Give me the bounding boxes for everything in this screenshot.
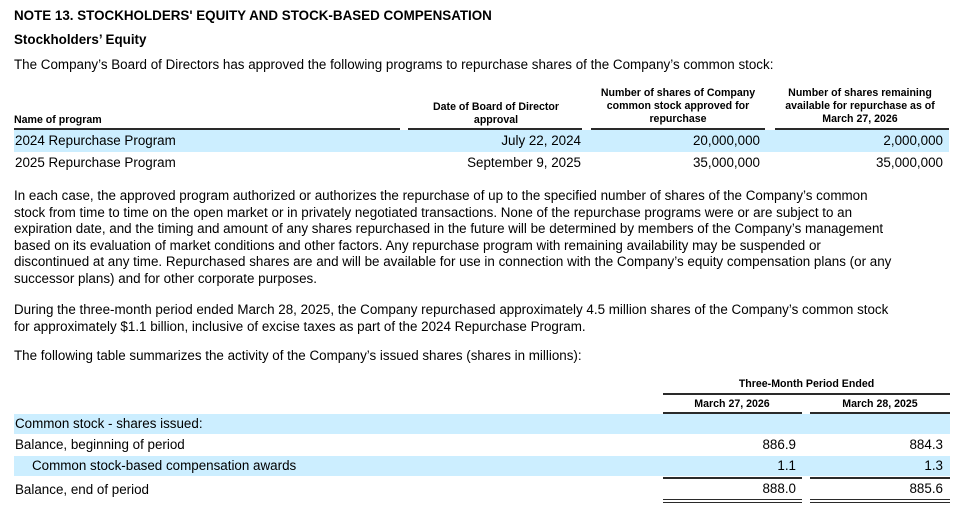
- header-shares-approved: Number of shares of Company common stock approved for repurchase: [600, 87, 756, 126]
- shares-table-intro: The following table summarizes the activity of the Company’s issued shares (shares in millions):: [14, 348, 582, 363]
- header-approval-date: Date of Board of Director approval: [433, 101, 559, 127]
- row-label: Balance, beginning of period: [15, 437, 185, 452]
- column-header-2025: March 28, 2025: [842, 398, 918, 410]
- shares-remaining: 2,000,000: [883, 133, 943, 148]
- repurchase-activity-paragraph: During the three-month period ended March 28, 2025, the Company repurchased approximately 4.5 million shares of the Company’s common stock for approximately $1.1 billion, inclusive of excise taxes as part of the 2024 Repurchase Program.: [14, 302, 889, 334]
- header-rule: [663, 393, 950, 395]
- program-name: 2025 Repurchase Program: [15, 155, 176, 170]
- total-double-rule: [663, 499, 802, 500]
- value-2025: 885.6: [909, 481, 943, 496]
- value-2026: 888.0: [762, 481, 796, 496]
- total-double-rule: [810, 499, 950, 500]
- row-label: Common stock - shares issued:: [15, 416, 203, 431]
- value-2026: 886.9: [762, 437, 796, 452]
- approval-date: September 9, 2025: [467, 155, 581, 170]
- value-2026: 1.1: [777, 458, 796, 473]
- row-label: Balance, end of period: [15, 482, 150, 497]
- approval-date: July 22, 2024: [501, 133, 581, 148]
- subtotal-rule: [663, 477, 802, 479]
- total-double-rule: [810, 502, 950, 503]
- header-shares-remaining: Number of shares remaining available for repurchase as of March 27, 2026: [785, 87, 935, 126]
- total-double-rule: [663, 502, 802, 503]
- shares-approved: 35,000,000: [692, 155, 760, 170]
- section-title: Stockholders’ Equity: [14, 32, 147, 47]
- column-header-2026: March 27, 2026: [694, 398, 770, 410]
- header-name-of-program: Name of program: [14, 114, 102, 126]
- intro-paragraph: The Company’s Board of Directors has approved the following programs to repurchase shares of the Company’s common stock:: [14, 57, 774, 72]
- value-2025: 1.3: [924, 458, 943, 473]
- value-2025: 884.3: [909, 437, 943, 452]
- repurchase-policy-paragraph: In each case, the approved program authorized or authorizes the repurchase of up to the specified number of shares of the Company’s common stock from time to time on the open market or in privately negotiated transactions. None of the repurchase programs were or are subject to an expiration date, and the timing and amount of any shares repurchased in the future will be determined by members of the Company’s management based on its evaluation of market conditions and other factors. Any repurchase program with remaining availability may be suspended or discontinued at any time. Repurchased shares are and will be available for use in connection with the Company’s equity compensation plans (or any successor plans) and for other corporate purposes.: [14, 188, 892, 286]
- shares-remaining: 35,000,000: [875, 155, 943, 170]
- program-name: 2024 Repurchase Program: [15, 133, 176, 148]
- row-label: Common stock-based compensation awards: [32, 458, 297, 473]
- note-title: NOTE 13. STOCKHOLDERS' EQUITY AND STOCK-BASED COMPENSATION: [14, 8, 492, 23]
- period-header: Three-Month Period Ended: [738, 378, 875, 390]
- subtotal-rule: [810, 477, 950, 479]
- shares-approved: 20,000,000: [692, 133, 760, 148]
